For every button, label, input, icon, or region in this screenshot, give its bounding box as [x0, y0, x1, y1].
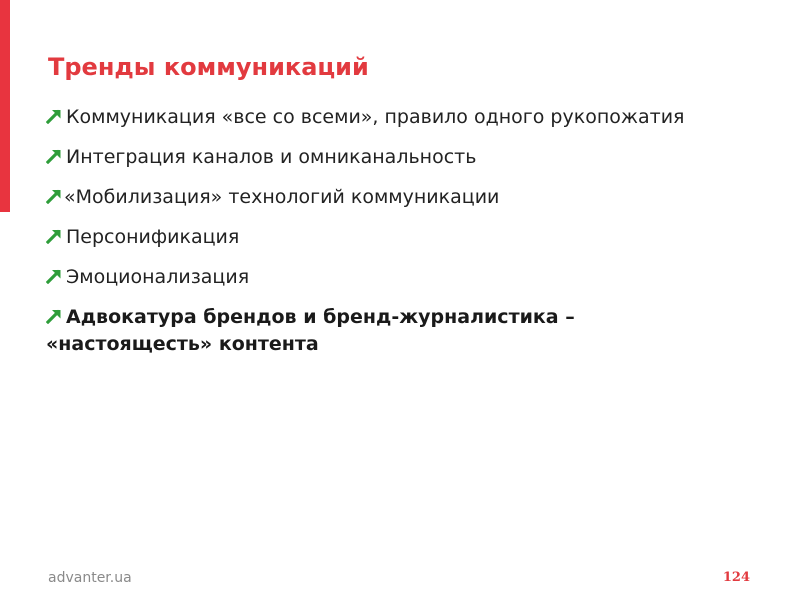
arrow-up-right-icon	[46, 148, 62, 164]
arrow-up-right-icon	[46, 108, 62, 124]
bullet-text: Интеграция каналов и омниканальность	[66, 146, 477, 168]
bullet-text: Персонификация	[66, 226, 240, 248]
arrow-up-right-icon	[46, 188, 62, 204]
bullet-text: «Мобилизация» технологий коммуникации	[64, 186, 500, 208]
bullet-item	[46, 184, 686, 211]
bullet-item	[46, 144, 686, 171]
bullet-item	[46, 104, 686, 131]
bullet-item	[46, 264, 686, 291]
page-number: 124	[722, 570, 750, 585]
footer-brand: advanter.ua	[48, 570, 132, 586]
bullet-text: Коммуникация «все со всеми», правило одного рукопожатия	[66, 106, 685, 128]
arrow-up-right-icon	[46, 308, 62, 324]
bullet-text: Эмоционализация	[66, 266, 250, 288]
bullet-text: Адвокатура брендов и бренд-журналистика – «настоящесть» контента	[46, 306, 575, 355]
bullet-item-emphasized	[46, 304, 686, 358]
bullet-item	[46, 224, 686, 251]
arrow-up-right-icon	[46, 268, 62, 284]
bullet-list	[46, 104, 686, 371]
arrow-up-right-icon	[46, 228, 62, 244]
slide-title: Тренды коммуникаций	[48, 53, 369, 81]
accent-bar	[0, 0, 10, 212]
